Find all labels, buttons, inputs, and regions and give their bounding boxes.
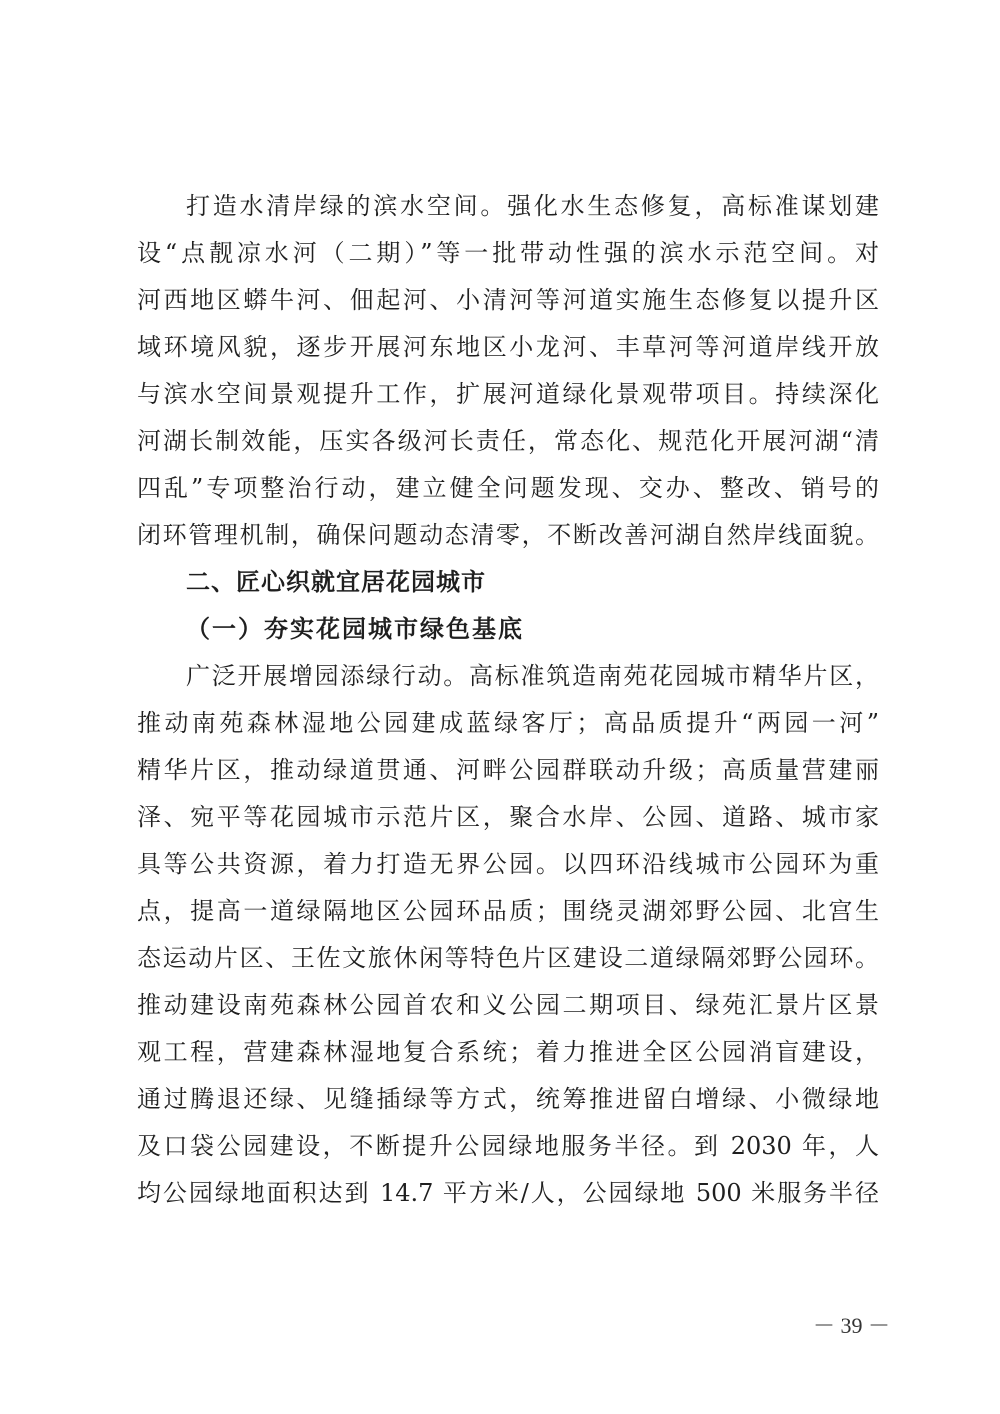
paragraph-line: 具等公共资源，着力打造无界公园。以四环沿线城市公园环为重 [137,850,879,878]
paragraph-line: 态运动片区、王佐文旅休闲等特色片区建设二道绿隔郊野公园环。 [137,944,879,972]
paragraph-line: 与滨水空间景观提升工作，扩展河道绿化景观带项目。持续深化 [137,380,879,408]
page-number: － 39 － [812,1313,890,1338]
paragraph-line: 精华片区，推动绿道贯通、河畔公园群联动升级；高质量营建丽 [137,756,879,784]
paragraph-line: 及口袋公园建设，不断提升公园绿地服务半径。到 2030 年，人 [137,1132,879,1160]
paragraph-line: 推动南苑森林湿地公园建成蓝绿客厅；高品质提升“两园一河” [137,709,879,737]
paragraph-line: 四乱”专项整治行动，建立健全问题发现、交办、整改、销号的 [137,474,879,502]
paragraph-line: 河西地区蟒牛河、佃起河、小清河等河道实施生态修复以提升区 [137,286,879,314]
paragraph-line: 泽、宛平等花园城市示范片区，聚合水岸、公园、道路、城市家 [137,803,879,831]
paragraph-line: 闭环管理机制，确保问题动态清零，不断改善河湖自然岸线面貌。 [137,521,879,549]
paragraph-line: 打造水清岸绿的滨水空间。强化水生态修复，高标准谋划建 [186,192,879,220]
paragraph-line: 通过腾退还绿、见缝插绿等方式，统筹推进留白增绿、小微绿地 [137,1085,879,1113]
paragraph-line: 域环境风貌，逐步开展河东地区小龙河、丰草河等河道岸线开放 [137,333,879,361]
paragraph-line: 广泛开展增园添绿行动。高标准筑造南苑花园城市精华片区， [186,662,879,690]
subsection-heading: （一）夯实花园城市绿色基底 [186,614,524,643]
paragraph-line: 设“点靓凉水河（二期）”等一批带动性强的滨水示范空间。对 [137,239,879,267]
paragraph-line: 河湖长制效能，压实各级河长责任，常态化、规范化开展河湖“清 [137,427,879,455]
paragraph-line: 均公园绿地面积达到 14.7 平方米/人，公园绿地 500 米服务半径 [137,1179,879,1207]
paragraph-line: 观工程，营建森林湿地复合系统；着力推进全区公园消盲建设， [137,1038,879,1066]
paragraph-line: 点，提高一道绿隔地区公园环品质；围绕灵湖郊野公园、北宫生 [137,897,879,925]
section-heading: 二、匠心织就宜居花园城市 [186,568,486,596]
paragraph-line: 推动建设南苑森林公园首农和义公园二期项目、绿苑汇景片区景 [137,991,879,1019]
